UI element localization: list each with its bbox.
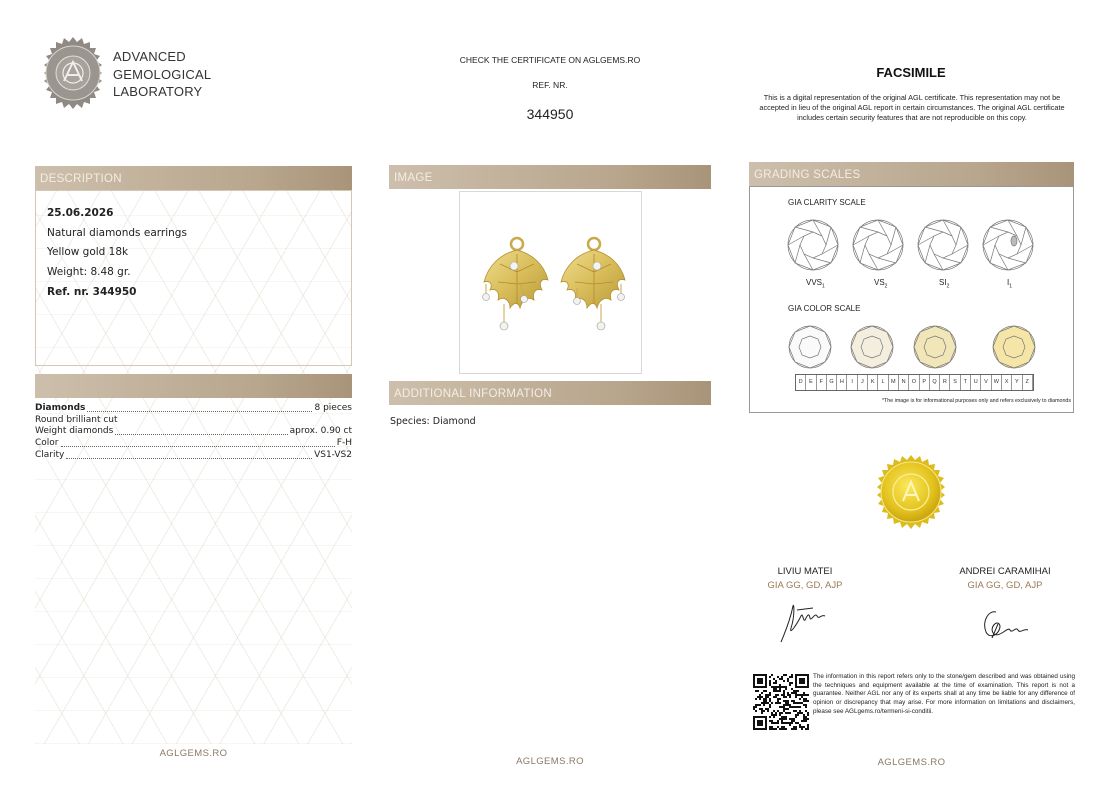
clarity-label-i [1007,278,1012,290]
color-grade-cell: W [992,375,1002,390]
additional-info-header: ADDITIONAL INFORMATION [389,381,711,405]
clarity-label: SI [939,278,947,287]
qr-code-icon [753,674,809,730]
description-weight: Weight: 8.48 gr. [47,266,131,278]
stone-row-clarity [35,450,352,461]
color-scale-strip [795,374,1034,391]
color-grade-cell: F [817,375,827,390]
facsimile-title: FACSIMILE [876,65,946,80]
footer-site-right: AGLGEMS.RO [877,757,946,768]
color-grade-cell: N [899,375,909,390]
stone-row-cut [35,415,352,426]
color-grade-cell: D [796,375,806,390]
stone-row-diamonds [35,403,352,414]
color-grade-cell: H [837,375,847,390]
dot-leader [66,458,312,459]
stones-header [35,374,352,398]
clarity-sub: 2 [946,283,950,290]
stone-row-value: aprox. 0.90 ct [289,426,352,436]
lab-name-line3: LABORATORY [113,84,203,99]
clarity-scale-title: GIA CLARITY SCALE [788,198,866,207]
stone-row-value: 8 pieces [314,403,352,413]
stone-row-weight [35,426,352,437]
description-ref: Ref. nr. 344950 [47,286,137,298]
clarity-sub: 1 [1009,283,1013,290]
color-grade-cell: P [920,375,930,390]
earrings-image [459,191,642,374]
stone-row-label: Diamonds [35,403,86,413]
color-grade-cell: G [827,375,837,390]
color-grade-cell: T [961,375,971,390]
signer-2-name: ANDREI CARAMIHAI [959,566,1051,577]
description-date: 25.06.2026 [47,207,114,219]
image-header: IMAGE [389,165,711,189]
signature-2 [978,604,1033,644]
grading-scales-box [749,186,1074,413]
clarity-sub: 1 [822,283,825,290]
color-grade-cell: S [950,375,960,390]
color-grade-cell: R [940,375,950,390]
color-scale-title: GIA COLOR SCALE [788,304,861,313]
stone-row-label: Round brilliant cut [35,415,118,425]
lab-name-line1: ADVANCED [113,49,186,64]
color-grade-cell: K [868,375,878,390]
description-item: Natural diamonds earrings [47,227,187,239]
color-grade-cell: Q [930,375,940,390]
stone-row-label: Clarity [35,450,65,460]
ref-label: REF. NR. [532,80,568,90]
clarity-label-vs [874,278,887,290]
dot-leader [61,446,335,447]
color-grade-cell: O [909,375,919,390]
clarity-diamonds-icon [780,215,1050,275]
facsimile-note: This is a digital representation of the original AGL certificate. This representation may not be accepted in lieu of the original AGL report in certain circumstances. The original AGL certificate includes certain security features that are not reproducible on this copy. [759,93,1065,122]
color-diamonds-icon [780,323,1050,371]
signature-1 [777,598,832,648]
ref-number: 344950 [526,106,574,122]
stone-row-label: Color [35,438,59,448]
color-grade-cell: M [889,375,899,390]
disclaimer-text: The information in this report refers only to the stone/gem described and was obtained using the techniques and equipment available at the time of examination. This report is not a guarantee. Neither AGL nor any of its experts shall at any time be liable for any difference of opinion or discrepancy that may arise. For more information on limitations and disclaimers, please see AGLgems.ro/termeni-si-conditii. [813,673,1075,715]
lab-name-line2: GEMOLOGICAL [113,66,212,82]
grading-footnote: *The image is for informational purposes only and refers exclusively to diamonds [881,398,1071,404]
clarity-label-vvs [806,278,825,290]
lab-name [113,48,211,101]
grading-scales-header: GRADING SCALES [749,162,1074,186]
signer-1-name: LIVIU MATEI [777,566,833,577]
clarity-label-si [939,278,949,290]
color-grade-cell: E [806,375,816,390]
gold-seal-icon [873,455,949,531]
clarity-sub: 2 [884,283,888,290]
clarity-label: I [1007,278,1010,287]
description-header: DESCRIPTION [35,166,352,190]
color-grade-cell: Z [1023,375,1033,390]
stone-row-value: VS1-VS2 [314,450,352,460]
clarity-label: VVS [806,278,823,287]
stone-row-color [35,438,352,449]
color-grade-cell: L [878,375,888,390]
footer-site-left: AGLGEMS.RO [159,748,228,759]
species-text: Species: Diamond [390,416,476,427]
clarity-label: VS [874,278,885,287]
color-grade-cell: I [847,375,857,390]
lab-seal [36,36,110,110]
stone-row-label: Weight diamonds [35,426,114,436]
color-grade-cell: J [858,375,868,390]
color-grade-cell: V [981,375,991,390]
signer-2-credentials: GIA GG, GD, AJP [967,580,1043,591]
dot-leader [87,411,312,412]
color-grade-cell: U [971,375,981,390]
check-certificate-text: CHECK THE CERTIFICATE ON AGLGEMS.RO [459,55,641,65]
description-box [35,190,352,366]
stone-row-value: F-H [336,438,352,448]
color-grade-cell: Y [1012,375,1022,390]
footer-site-middle: AGLGEMS.RO [516,756,584,767]
color-grade-cell: X [1002,375,1012,390]
dot-leader [115,434,287,435]
signer-1-credentials: GIA GG, GD, AJP [767,580,843,591]
description-metal: Yellow gold 18k [47,246,129,258]
